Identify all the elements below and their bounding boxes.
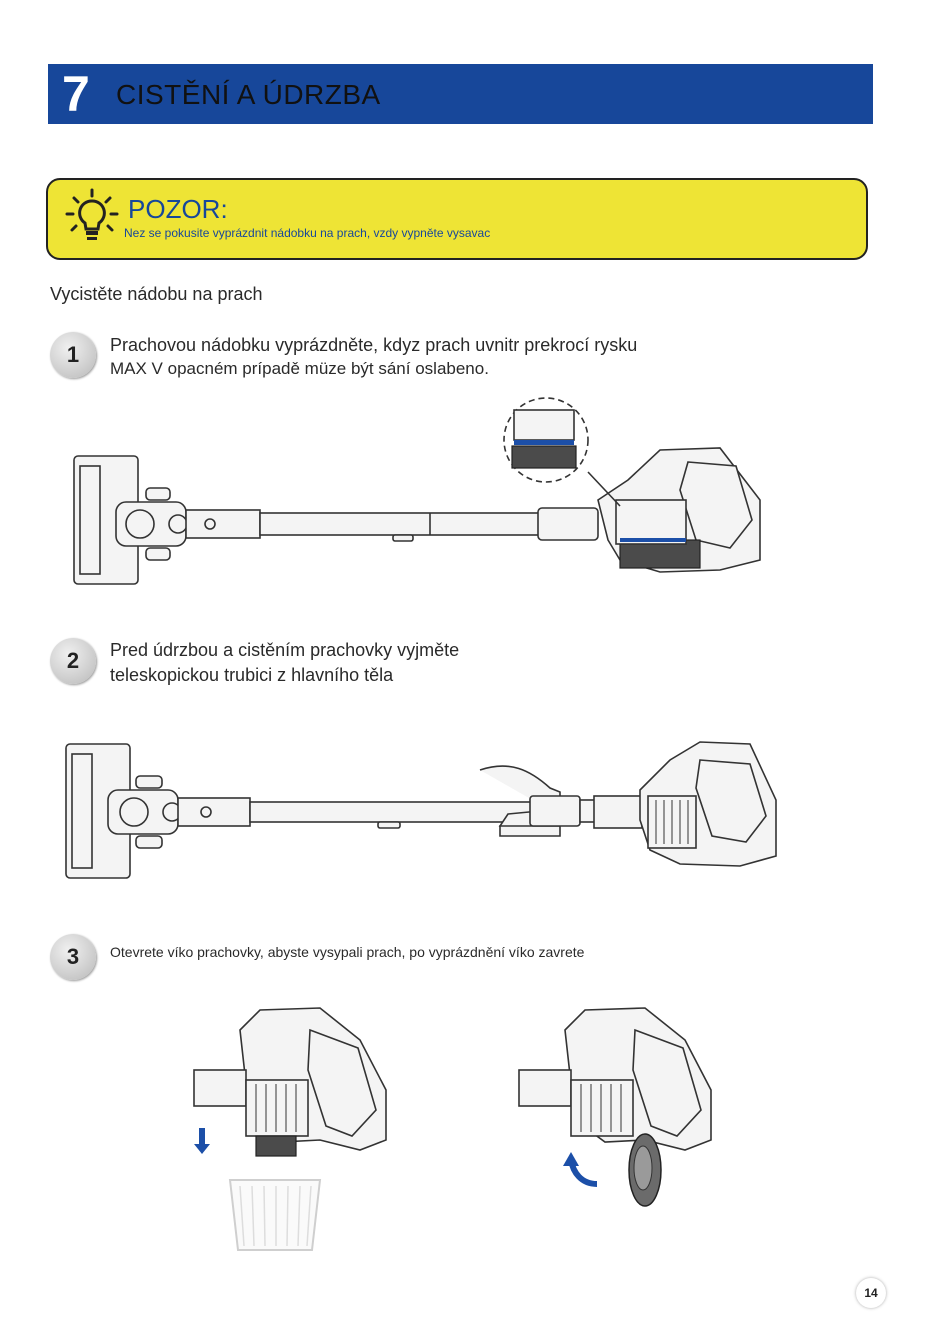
step-badge-1 xyxy=(50,332,96,378)
section-banner xyxy=(48,64,873,124)
warning-heading: POZOR: xyxy=(128,194,228,224)
step-2-line-1: Pred údrzbou a cistěním prachovky vyjměte xyxy=(110,640,460,660)
step-number: 3 xyxy=(66,944,80,969)
warning-text: Nez se pokusite vyprázdnit nádobku na prach, vzdy vypněte vysavac xyxy=(124,226,491,240)
step-number: 1 xyxy=(66,342,80,367)
tube-removal-illustration xyxy=(60,730,790,890)
section-number: 7 xyxy=(62,66,90,122)
step-3-line-1: Otevrete víko prachovky, abyste vysypali prach, po vyprázdnění víko zavrete xyxy=(110,944,585,960)
page-number: 14 xyxy=(856,1278,886,1308)
step-number: 2 xyxy=(66,648,80,673)
step-badge-3 xyxy=(50,934,96,980)
warning-box xyxy=(46,178,868,260)
empty-dustbin-illustration xyxy=(180,1000,410,1260)
subsection-title: Vycistěte nádobu na prach xyxy=(50,284,263,304)
step-badge-2 xyxy=(50,638,96,684)
step-1-line-2: MAX V opacném prípadě müze být sání oslabeno. xyxy=(110,359,489,378)
vacuum-full-illustration xyxy=(60,390,780,600)
lightbulb-icon xyxy=(62,186,122,246)
close-lid-illustration xyxy=(505,1000,725,1220)
step-1-line-1: Prachovou nádobku vyprázdněte, kdyz prach uvnitr prekrocí rysku xyxy=(110,335,638,355)
section-title: CISTĚNÍ A ÚDRZBA xyxy=(116,79,381,110)
step-2-line-2: teleskopickou trubici z hlavního těla xyxy=(110,665,394,685)
